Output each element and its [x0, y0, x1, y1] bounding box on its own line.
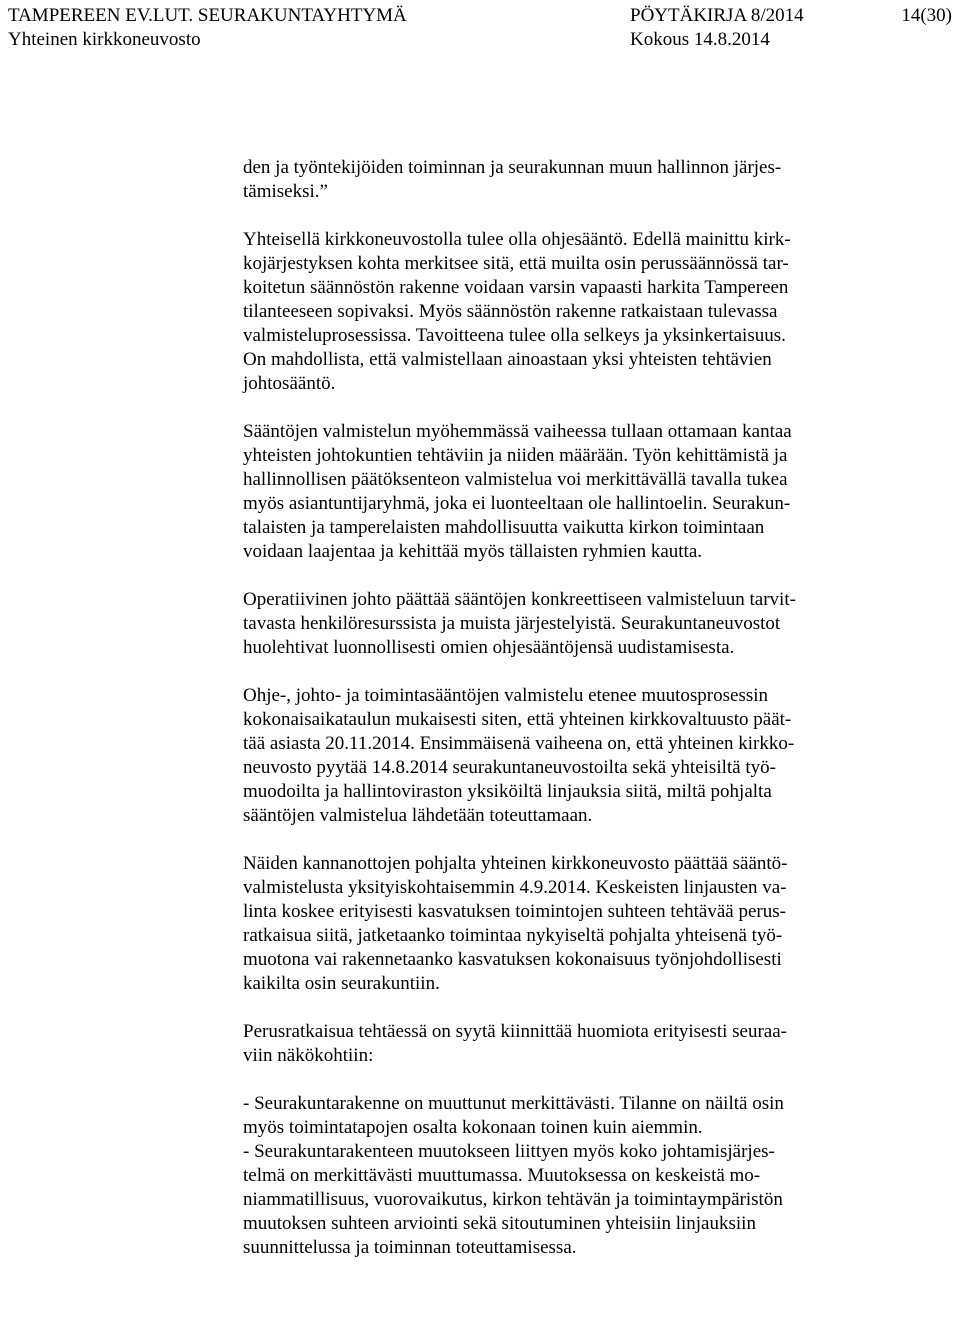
- header-row-2: [8, 28, 952, 52]
- meeting-date: Kokous 14.8.2014: [630, 29, 770, 50]
- document-body: [243, 156, 903, 1260]
- paragraph: Yhteisellä kirkkoneuvostolla tulee olla ohjesääntö. Edellä mainittu kirk- kojärjestyksen kohta merkitsee sitä, että muilta osin perussäännössä tar- koitetun säännöstön rakenne voidaan varsin vapaasti harkita Tampereen tilanteeseen sopivaksi. Myös säännöstön rakenne ratkaistaan tulevassa valmisteluprosessissa. Tavoitteena tulee olla selkeys ja yksinkertaisuus. On mahdollista, että valmistellaan ainoastaan yksi yhteisten tehtävien johtosääntö.: [243, 229, 791, 394]
- header-row-1: [8, 4, 952, 28]
- paragraph: Ohje-, johto- ja toimintasääntöjen valmistelu etenee muutosprosessin kokonaisaikataulun mukaisesti siten, että yhteinen kirkkovaltuusto päät- tää asiasta 20.11.2014. Ensimmäisenä vaiheena on, että yhteinen kirkko- neuvosto pyytää 14.8.2014 seurakuntaneuvostoilta sekä yhteisiltä työ- muodoilta ja hallintoviraston yksiköiltä linjauksia siitä, miltä pohjalta sääntöjen valmistelua lähdetään toteuttamaan.: [243, 685, 795, 826]
- paragraph: Perusratkaisua tehtäessä on syytä kiinnittää huomiota erityisesti seuraa- viin näkökohtiin:: [243, 1021, 787, 1066]
- page-number: 14(30): [901, 5, 952, 26]
- document-title: PÖYTÄKIRJA 8/2014: [630, 5, 804, 26]
- body-name: Yhteinen kirkkoneuvosto: [8, 29, 201, 50]
- paragraph: den ja työntekijöiden toiminnan ja seurakunnan muun hallinnon järjes- tämiseksi.”: [243, 157, 782, 202]
- paragraph: Näiden kannanottojen pohjalta yhteinen kirkkoneuvosto päättää sääntö- valmistelusta yksityiskohtaisemmin 4.9.2014. Keskeisten linjausten va- linta koskee erityisesti kasvatuksen toimintojen suhteen tehtävää perus- ratkaisua siitä, jatketaanko toimintaa nykyiseltä pohjalta yhteisenä työ- muotona vai rakennetaanko kasvatuksen kokonaisuus työnjohdollisesti kaikilta osin seurakuntiin.: [243, 853, 788, 994]
- organization-name: TAMPEREEN EV.LUT. SEURAKUNTAYHTYMÄ: [8, 5, 407, 26]
- paragraph: Operatiivinen johto päättää sääntöjen konkreettiseen valmisteluun tarvit- tavasta henkilöresurssista ja muista järjestelyistä. Seurakuntaneuvostot huolehtivat luonnollisesti omien ohjesääntöjensä uudistamisesta.: [243, 589, 796, 658]
- page-header: [8, 4, 952, 52]
- bullet-list: - Seurakuntarakenne on muuttunut merkittävästi. Tilanne on näiltä osin myös toimintatapojen osalta kokonaan toinen kuin aiemmin. - Seurakuntarakenteen muutokseen liittyen myös koko johtamisjärjes- telmä on merkittävästi muuttumassa. Muutoksessa on keskeistä mo- niammatillisuus, vuorovaikutus, kirkon tehtävän ja toimintaympäristön muutoksen suhteen arviointi sekä sitoutuminen yhteisiin linjauksiin suunnittelussa ja toiminnan toteuttamisessa.: [243, 1093, 784, 1258]
- paragraph: Sääntöjen valmistelun myöhemmässä vaiheessa tullaan ottamaan kantaa yhteisten johtokuntien tehtäviin ja niiden määrään. Työn kehittämistä ja hallinnollisen päätöksenteon valmistelua voi merkittävällä tavalla tukea myös asiantuntijaryhmä, joka ei luonteeltaan ole hallintoelin. Seurakun- talaisten ja tamperelaisten mahdollisuutta vaikutta kirkon toimintaan voidaan laajentaa ja kehittää myös tällaisten ryhmien kautta.: [243, 421, 792, 562]
